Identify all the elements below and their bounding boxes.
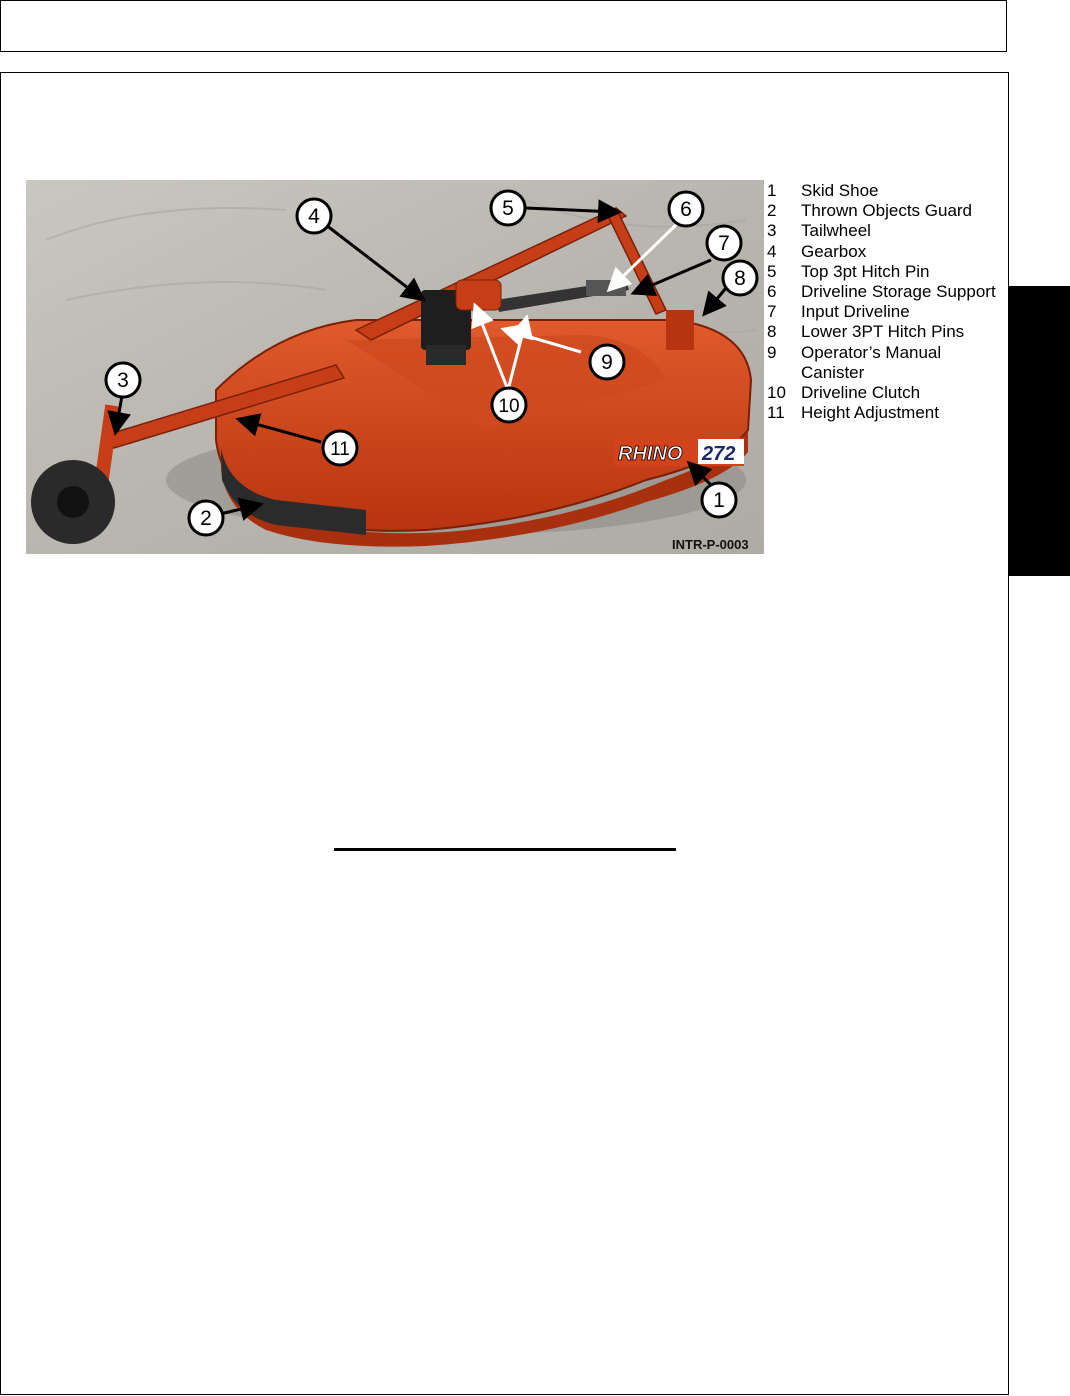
- callout-2: [189, 501, 223, 535]
- callout-label: 3: [117, 369, 129, 392]
- legend-item: [767, 201, 1001, 221]
- page-header-box: [0, 0, 1007, 52]
- legend-number: 8: [767, 322, 777, 342]
- callout-label: 11: [330, 439, 350, 460]
- legend-item: [767, 322, 1001, 342]
- callout-3: [106, 363, 140, 397]
- legend-item: [767, 403, 1001, 423]
- callout-label: 6: [680, 198, 692, 221]
- legend-text: Driveline Storage Support: [801, 282, 996, 302]
- callout-label: 8: [734, 267, 746, 290]
- legend-text: Driveline Clutch: [801, 383, 921, 403]
- legend-item: [767, 282, 1001, 302]
- legend-text: Height Adjustment: [801, 403, 939, 423]
- section-tab: [1008, 286, 1070, 576]
- legend-number: 9: [767, 342, 777, 362]
- callout-label: 4: [308, 205, 320, 228]
- callout-label: 5: [502, 197, 514, 220]
- callout-1: [702, 483, 736, 517]
- callout-7: [707, 226, 741, 260]
- legend-text: Operator’s Manual Canister: [801, 342, 942, 382]
- legend-item: [767, 302, 1001, 322]
- callout-label: 9: [601, 351, 613, 374]
- callout-label: 1: [713, 489, 725, 512]
- callout-label: 7: [718, 232, 730, 255]
- legend-item: [767, 343, 1001, 383]
- legend-number: 2: [767, 201, 777, 221]
- callout-8: [723, 261, 757, 295]
- callout-10: [492, 388, 526, 422]
- callout-11: [323, 431, 357, 465]
- legend-text: Tailwheel: [801, 221, 871, 241]
- legend-number: 3: [767, 221, 777, 241]
- parts-legend: [767, 181, 1001, 423]
- callout-4: [297, 199, 331, 233]
- legend-text: Thrown Objects Guard: [801, 201, 973, 221]
- model-number: 272: [702, 443, 736, 465]
- legend-number: 4: [767, 241, 777, 261]
- callout-label: 10: [498, 396, 520, 417]
- mower-photo: [26, 180, 764, 554]
- legend-text: Input Driveline: [801, 302, 910, 322]
- callout-label: 2: [200, 507, 212, 530]
- legend-text: Top 3pt Hitch Pin: [801, 261, 930, 281]
- separator-rule: [334, 848, 676, 851]
- callout-5: [491, 191, 525, 225]
- legend-text: Lower 3PT Hitch Pins: [801, 322, 965, 342]
- legend-number: 1: [767, 181, 777, 200]
- manual-canister: [456, 280, 501, 310]
- legend-number: 5: [767, 261, 777, 281]
- legend-item: [767, 383, 1001, 403]
- brand-name: RHINO: [618, 443, 683, 465]
- legend-item: [767, 262, 1001, 282]
- legend-item: [767, 221, 1001, 241]
- legend-text: Skid Shoe: [801, 181, 879, 200]
- image-code: INTR-P-0003: [672, 537, 749, 552]
- legend-item: [767, 181, 1001, 201]
- hitch-post: [666, 310, 694, 350]
- callout-9: [590, 345, 624, 379]
- legend-item: [767, 242, 1001, 262]
- legend-number: 11: [767, 403, 785, 423]
- legend-number: 10: [767, 383, 786, 403]
- legend-number: 6: [767, 282, 777, 302]
- legend-number: 7: [767, 302, 777, 322]
- legend-text: Gearbox: [801, 241, 867, 261]
- callout-6: [669, 192, 703, 226]
